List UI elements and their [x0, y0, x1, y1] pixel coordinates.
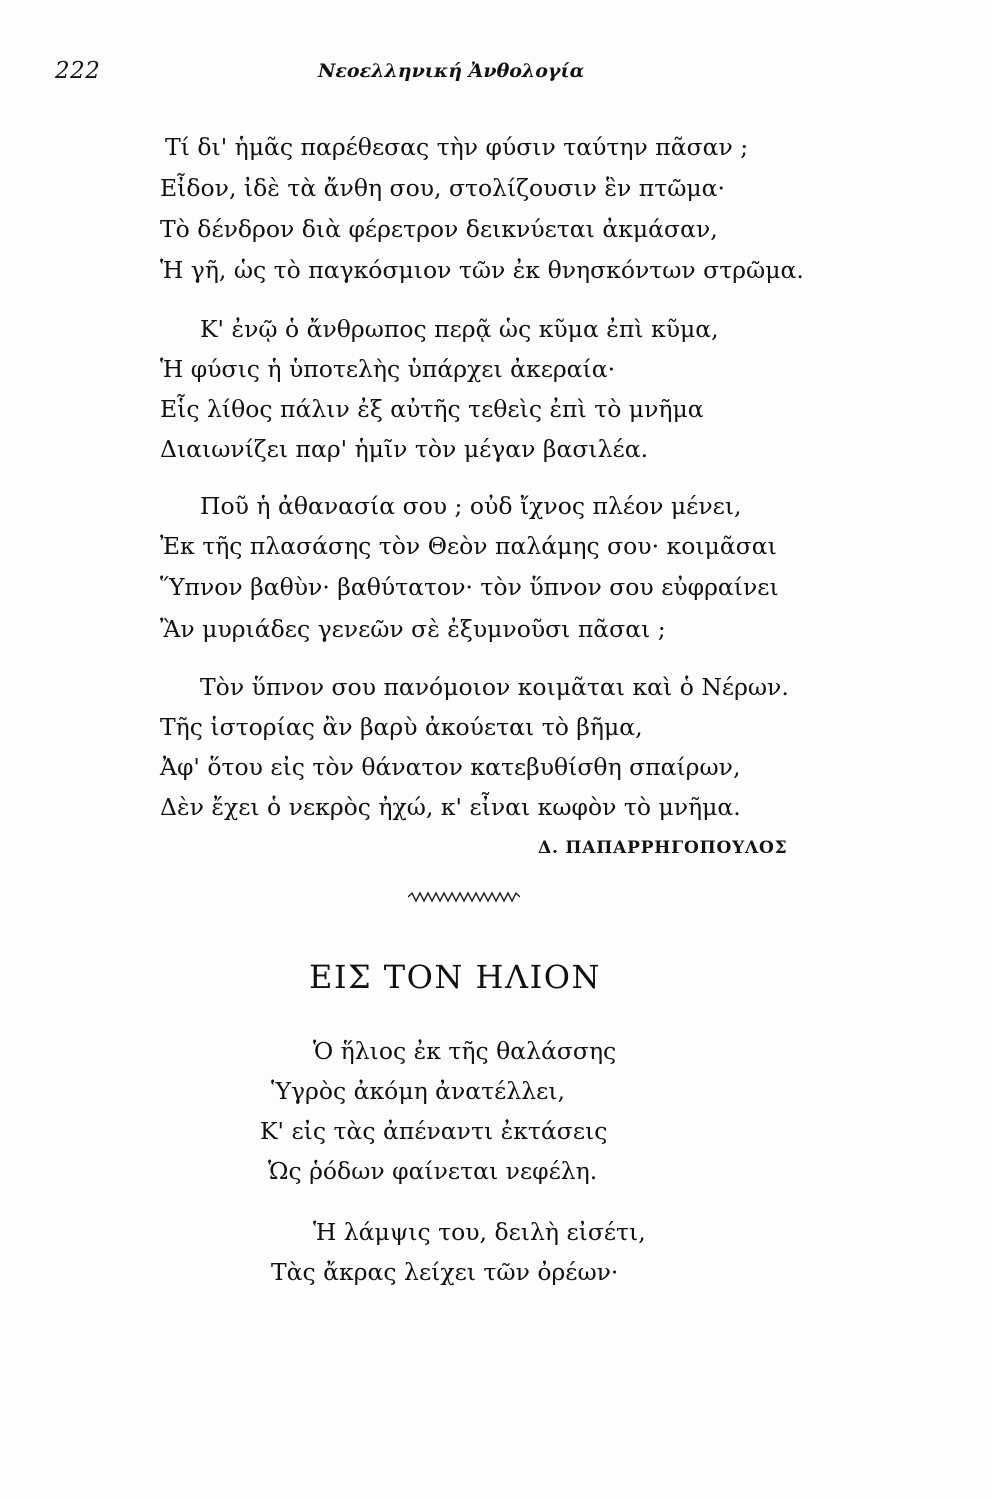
poem-line: Τῆς ἱστορίας ἂν βαρὺ ἀκούεται τὸ βῆμα,: [160, 713, 643, 741]
poem-line: Τὸ δένδρον διὰ φέρετρον δεικνύεται ἀκμάσαν,: [160, 215, 718, 243]
poem-line: Δὲν ἔχει ὁ νεκρὸς ἠχώ, κ' εἶναι κωφὸν τὸ μνῆμα.: [160, 793, 741, 821]
poem-line: Ὑγρὸς ἀκόμη ἀνατέλλει,: [271, 1077, 566, 1105]
poem-line: Κ' εἰς τὰς ἀπέναντι ἐκτάσεις: [260, 1117, 608, 1145]
poem-line: Διαιωνίζει παρ' ἡμῖν τὸν μέγαν βασιλέα.: [160, 435, 649, 463]
poem-line: Τὰς ἄκρας λείχει τῶν ὀρέων·: [271, 1258, 619, 1286]
poem-title: ΕΙΣ ΤΟΝ ΗΛΙΟΝ: [309, 958, 601, 996]
poem-line: Ὁ ἥλιος ἐκ τῆς θαλάσσης: [313, 1037, 617, 1065]
poem-line: Ἡ γῆ, ὡς τὸ παγκόσμιον τῶν ἐκ θνησκόντων στρῶμα.: [160, 256, 804, 284]
author-signature: Δ. ΠΑΠΑΡΡΗΓΟΠΟΥΛΟΣ: [538, 838, 788, 858]
poem-line: Ἀφ' ὅτου εἰς τὸν θάνατον κατεβυθίσθη σπαίρων,: [160, 753, 741, 781]
running-title: Νεοελληνική Ἀνθολογία: [318, 60, 585, 82]
section-divider-ornament: [408, 890, 520, 904]
poem-line: Εἷς λίθος πάλιν ἐξ αὐτῆς τεθεὶς ἐπὶ τὸ μνῆμα: [160, 395, 704, 423]
poem-line: Ἡ λάμψις του, δειλὴ εἰσέτι,: [313, 1218, 646, 1246]
poem-line: Κ' ἐνῷ ὁ ἄνθρωπος περᾷ ὡς κῦμα ἐπὶ κῦμα,: [200, 315, 719, 343]
poem-line: Ὡς ῥόδων φαίνεται νεφέλη.: [268, 1157, 598, 1185]
poem-line: Τὸν ὕπνον σου πανόμοιον κοιμᾶται καὶ ὁ Νέρων.: [200, 673, 789, 701]
poem-line: Εἶδον, ἰδὲ τὰ ἄνθη σου, στολίζουσιν ἓν πτῶμα·: [160, 174, 726, 202]
poem-line: Ὕπνον βαθὺν· βαθύτατον· τὸν ὕπνον σου εὐφραίνει: [160, 573, 779, 601]
poem-line: Ἡ φύσις ἡ ὑποτελὴς ὑπάρχει ἀκεραία·: [160, 355, 616, 383]
poem-line: Ἐκ τῆς πλασάσης τὸν Θεὸν παλάμης σου· κοιμᾶσαι: [160, 532, 777, 560]
poem-line: Ἂν μυριάδες γενεῶν σὲ ἐξυμνοῦσι πᾶσαι ;: [160, 615, 666, 643]
poem-line: Τί δι' ἡμᾶς παρέθεσας τὴν φύσιν ταύτην πᾶσαν ;: [165, 133, 749, 161]
page-number: 222: [55, 58, 101, 84]
poem-line: Ποῦ ἡ ἀθανασία σου ; οὐδ ἴχνος πλέον μένει,: [200, 492, 742, 520]
